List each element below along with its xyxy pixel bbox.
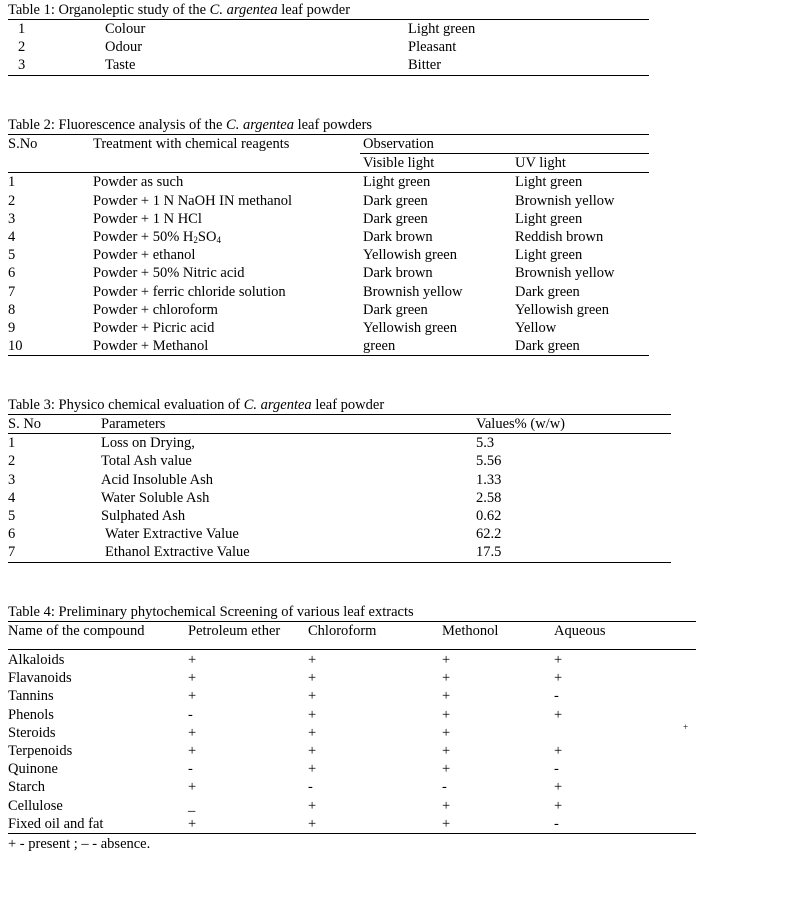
table-row: [8, 543, 671, 561]
cell-sno: 8: [8, 301, 16, 318]
table-row: [8, 742, 696, 760]
table-row: [8, 56, 649, 74]
cell-sno: 5: [8, 507, 16, 524]
col-header-sno: S.No: [8, 136, 38, 152]
table-rule: [8, 355, 649, 356]
cell-compound: Phenols: [8, 706, 54, 723]
cell-value: 17.5: [476, 544, 502, 561]
cell-uv-light: Dark green: [515, 283, 580, 300]
cell-value: 2.58: [476, 489, 502, 506]
col-header-sno: S. No: [8, 416, 42, 432]
cell-treatment: Powder + ethanol: [93, 247, 196, 264]
cell-sno: 6: [8, 265, 16, 282]
cell-property: Taste: [105, 57, 136, 74]
table-row: [8, 507, 671, 525]
cell-compound: Alkaloids: [8, 652, 65, 668]
cell-visible-light: Brownish yellow: [363, 283, 463, 300]
cell-methonol: +: [442, 706, 451, 723]
cell-aqueous: +: [554, 652, 563, 668]
table-header: [8, 135, 649, 153]
cell-visible-light: Dark green: [363, 301, 428, 318]
col-header-values: Values% (w/w): [476, 416, 565, 432]
stray-plus-mark: +: [683, 722, 689, 732]
cell-methonol: +: [442, 797, 451, 814]
cell-petroleum-ether: +: [188, 779, 197, 796]
cell-value: 5.56: [476, 453, 502, 470]
cell-aqueous: -: [554, 815, 559, 832]
cell-chloroform: +: [308, 797, 317, 814]
cell-sno: 4: [8, 489, 16, 506]
cell-aqueous: +: [554, 670, 563, 687]
cell-parameter: Acid Insoluble Ash: [101, 471, 213, 488]
table-subheader: [8, 154, 649, 172]
cell-treatment: Powder + 50% $H_2SO_4$: [93, 228, 221, 245]
cell-uv-light: Yellowish green: [515, 301, 609, 318]
table-3-caption: Table 3: Physico chemical evaluation of C. argentea leaf powder: [8, 397, 385, 413]
cell-chloroform: +: [308, 706, 317, 723]
cell-petroleum-ether: -: [188, 761, 193, 778]
cell-parameter: Sulphated Ash: [101, 507, 186, 524]
table-row: [8, 489, 671, 507]
cell-sno: 1: [8, 174, 16, 191]
cell-parameter: Total Ash value: [101, 453, 192, 470]
table-row: [8, 651, 696, 669]
col-header-observation: Observation: [363, 136, 434, 152]
cell-petroleum-ether: +: [188, 724, 197, 741]
cell-aqueous: +: [554, 706, 563, 723]
table-row: [8, 471, 671, 489]
col-header-treatment: Treatment with chemical reagents: [93, 136, 290, 152]
cell-parameter: Water Soluble Ash: [101, 489, 210, 506]
cell-sno: 3: [8, 210, 16, 227]
cell-compound: Cellulose: [8, 797, 63, 814]
col-header-chloroform: Chloroform: [308, 623, 377, 639]
cell-value: 5.3: [476, 435, 495, 452]
table-4: [8, 604, 696, 834]
table-row: [8, 246, 649, 264]
col-header-methonol: Methonol: [442, 623, 499, 639]
cell-treatment: Powder + Methanol: [93, 338, 209, 355]
cell-uv-light: Dark green: [515, 338, 580, 355]
table-row: [8, 778, 696, 796]
cell-methonol: +: [442, 688, 451, 705]
table-header: [8, 622, 696, 649]
formula-text: SO: [197, 228, 217, 245]
cell-chloroform: +: [308, 652, 317, 668]
cell-methonol: -: [442, 779, 447, 796]
cell-aqueous: -: [554, 688, 559, 705]
cell-property: Colour: [105, 21, 146, 37]
cell-compound: Steroids: [8, 724, 56, 741]
cell-sno: 9: [8, 319, 16, 336]
cell-petroleum-ether: _: [188, 797, 196, 814]
cell-observation: Pleasant: [408, 39, 457, 56]
cell-treatment: Powder as such: [93, 174, 184, 191]
table-row: [8, 760, 696, 778]
cell-sno: 1: [8, 435, 16, 452]
cell-chloroform: +: [308, 688, 317, 705]
table-4-body: [8, 650, 696, 833]
cell-methonol: +: [442, 652, 451, 668]
cell-sno: 3: [8, 471, 16, 488]
cell-visible-light: Dark brown: [363, 265, 433, 282]
col-header-visible: Visible light: [363, 155, 435, 172]
table-4-footnote: + - present ; – - absence.: [8, 836, 151, 852]
cell-sno: 5: [8, 247, 16, 264]
col-header-petroleum-ether: Petroleum ether: [188, 623, 281, 639]
cell-aqueous: +: [554, 797, 563, 814]
cell-petroleum-ether: +: [188, 688, 197, 705]
table-row: [8, 38, 649, 56]
table-row: [8, 192, 649, 210]
cell-compound: Flavanoids: [8, 670, 72, 687]
table-row: [8, 228, 649, 246]
cell-compound: Quinone: [8, 761, 58, 778]
table-row: [8, 687, 696, 705]
cell-observation: Light green: [408, 21, 476, 37]
cell-compound: Tannins: [8, 688, 54, 705]
table-4-caption: Table 4: Preliminary phytochemical Screening of various leaf extracts: [8, 604, 414, 620]
cell-value: 1.33: [476, 471, 502, 488]
cell-petroleum-ether: -: [188, 706, 193, 723]
table-row: [8, 525, 671, 543]
table-row: [8, 283, 649, 301]
cell-uv-light: Reddish brown: [515, 228, 604, 245]
table-row: [8, 815, 696, 833]
cell-compound: Fixed oil and fat: [8, 815, 104, 832]
cell-chloroform: +: [308, 742, 317, 759]
col-header-uv: UV light: [515, 155, 566, 172]
cell-sno: 3: [18, 57, 26, 74]
cell-aqueous: +: [554, 779, 563, 796]
table-1: [8, 2, 649, 76]
cell-treatment: Powder + 50% Nitric acid: [93, 265, 245, 282]
cell-petroleum-ether: +: [188, 815, 197, 832]
cell-compound: Starch: [8, 779, 46, 796]
col-header-compound: Name of the compound: [8, 623, 145, 639]
cell-chloroform: +: [308, 815, 317, 832]
cell-treatment: Powder + 1 N HCl: [93, 210, 202, 227]
cell-property: Odour: [105, 39, 143, 56]
cell-treatment: Powder + chloroform: [93, 301, 218, 318]
table-2-caption: Table 2: Fluorescence analysis of the C. argentea leaf powders: [8, 117, 373, 133]
table-row: [8, 669, 696, 687]
table-row: [8, 724, 696, 742]
cell-parameter: Water Extractive Value: [105, 526, 239, 543]
cell-treatment: Powder + Picric acid: [93, 319, 215, 336]
table-row: [8, 301, 649, 319]
cell-treatment: Powder + 1 N NaOH IN methanol: [93, 192, 293, 209]
table-header: [8, 415, 671, 433]
cell-visible-light: Dark green: [363, 210, 428, 227]
cell-chloroform: +: [308, 724, 317, 741]
cell-compound: Terpenoids: [8, 742, 73, 759]
table-row: [8, 797, 696, 815]
table-1-caption: Table 1: Organoleptic study of the C. argentea leaf powder: [8, 2, 351, 18]
formula-subscript: 4: [216, 234, 221, 245]
cell-sno: 1: [18, 21, 26, 37]
cell-chloroform: +: [308, 761, 317, 778]
cell-treatment: Powder + ferric chloride solution: [93, 283, 286, 300]
cell-observation: Bitter: [408, 57, 442, 74]
cell-chloroform: -: [308, 779, 313, 796]
cell-sno: 6: [8, 526, 16, 543]
formula-subscript: 2: [193, 234, 198, 245]
cell-chloroform: +: [308, 670, 317, 687]
table-row: [8, 434, 671, 452]
cell-value: 62.2: [476, 526, 502, 543]
cell-sno: 7: [8, 544, 16, 561]
cell-methonol: +: [442, 742, 451, 759]
cell-parameter: Loss on Drying,: [101, 435, 195, 452]
table-3: [8, 397, 671, 563]
cell-methonol: +: [442, 761, 451, 778]
cell-sno: 4: [8, 228, 16, 245]
cell-uv-light: Brownish yellow: [515, 265, 615, 282]
table-row: [8, 173, 649, 191]
table-row: [8, 20, 649, 38]
table-rule: [8, 833, 696, 834]
table-rule: [8, 562, 671, 563]
cell-visible-light: Dark brown: [363, 228, 433, 245]
cell-value: 0.62: [476, 507, 502, 524]
cell-visible-light: Dark green: [363, 192, 428, 209]
cell-sno: 10: [8, 338, 23, 355]
table-2: [8, 117, 649, 356]
col-header-parameters: Parameters: [101, 416, 166, 432]
table-row: [8, 452, 671, 470]
table-row: [8, 264, 649, 282]
col-header-aqueous: Aqueous: [554, 623, 606, 639]
cell-visible-light: green: [363, 338, 396, 355]
table-row: [8, 706, 696, 724]
cell-uv-light: Light green: [515, 247, 583, 264]
cell-visible-light: Light green: [363, 174, 431, 191]
table-row: [8, 337, 649, 355]
cell-uv-light: Light green: [515, 174, 583, 191]
table-1-body: [8, 20, 649, 75]
cell-petroleum-ether: +: [188, 742, 197, 759]
cell-uv-light: Yellow: [515, 319, 557, 336]
cell-sno: 2: [8, 192, 16, 209]
cell-petroleum-ether: +: [188, 652, 197, 668]
cell-uv-light: Light green: [515, 210, 583, 227]
cell-methonol: +: [442, 670, 451, 687]
cell-aqueous: +: [554, 742, 563, 759]
cell-methonol: +: [442, 815, 451, 832]
table-rule: [8, 75, 649, 76]
table-2-body: [8, 173, 649, 355]
cell-sno: 2: [18, 39, 26, 56]
cell-methonol: +: [442, 724, 451, 741]
cell-visible-light: Yellowish green: [363, 319, 457, 336]
cell-uv-light: Brownish yellow: [515, 192, 615, 209]
table-row: [8, 210, 649, 228]
table-row: [8, 319, 649, 337]
cell-parameter: Ethanol Extractive Value: [105, 544, 250, 561]
table-3-body: [8, 434, 671, 561]
cell-sno: 2: [8, 453, 16, 470]
cell-aqueous: -: [554, 761, 559, 778]
cell-petroleum-ether: +: [188, 670, 197, 687]
cell-visible-light: Yellowish green: [363, 247, 457, 264]
cell-sno: 7: [8, 283, 16, 300]
